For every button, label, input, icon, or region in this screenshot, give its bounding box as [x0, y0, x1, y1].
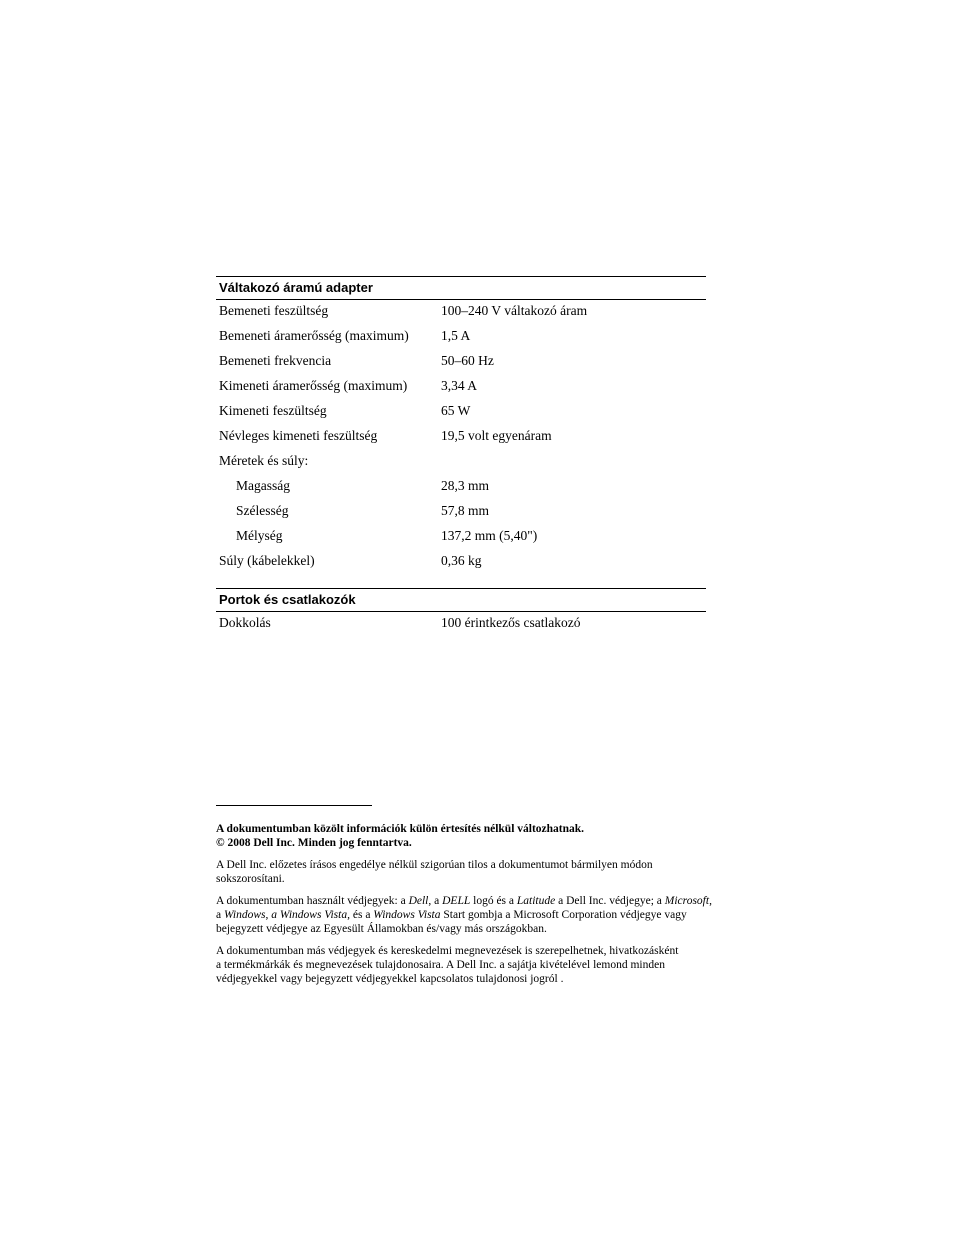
spec-row: [216, 325, 706, 350]
spec-value: [441, 450, 706, 475]
ports-spec-table: [216, 588, 706, 637]
notice-bold: [216, 822, 736, 850]
spec-row: [216, 350, 706, 375]
trademark: Microsoft: [664, 895, 710, 907]
spec-value: 19,5 volt egyenáram: [441, 428, 552, 443]
spec-label: Szélesség: [236, 503, 289, 518]
spec-value: 3,34 A: [441, 378, 478, 393]
footnote-divider: [216, 805, 372, 806]
spec-label: Magasság: [236, 478, 290, 493]
text: a Dell Inc. védjegye; a: [555, 895, 665, 907]
trademark: a Windows Vista,: [271, 909, 350, 921]
text: a: [216, 909, 224, 921]
trademark: Windows: [223, 909, 266, 921]
text: logó és a: [470, 895, 517, 907]
text: ,: [265, 909, 272, 921]
notice-text-line: a termékmárkák és megnevezések tulajdonosaira. A Dell Inc. a sajátja kivételével lemond minden: [216, 959, 665, 971]
spec-label: Súly (kábelekkel): [219, 553, 315, 568]
trademark: DELL: [442, 895, 471, 907]
text: és a: [349, 909, 374, 921]
spec-row: [216, 612, 706, 637]
spec-value: 57,8 mm: [441, 503, 490, 518]
trademark: Windows Vista: [373, 909, 441, 921]
spec-value: 100 érintkezős csatlakozó: [441, 615, 581, 630]
other-trademarks-notice: [216, 944, 736, 986]
spec-label: Kimeneti áramerősség (maximum): [219, 378, 408, 393]
spec-value: 100–240 V váltakozó áram: [441, 303, 588, 318]
spec-row: [216, 450, 706, 475]
notice-text-line: bejegyzett védjegye az Egyesült Államokban és/vagy más országokban.: [216, 923, 547, 935]
notice-text-line: A Dell Inc. előzetes írásos engedélye nélkül szigorúan tilos a dokumentumot bármilyen módon: [216, 859, 653, 871]
notice-text-line: A dokumentumban más védjegyek és kereskedelmi megnevezések is szerepelhetnek, hivatkozásként: [216, 945, 679, 957]
text: Start gombja a Microsoft Corporation védjegye vagy: [440, 909, 687, 921]
spec-label: Bemeneti feszültség: [219, 303, 329, 318]
notice-text-line: [216, 894, 736, 908]
spec-value: 1,5 A: [441, 328, 471, 343]
notice-text-line: védjegyekkel vagy bejegyzett védjegyekkel kapcsolatos tulajdonosi jogról .: [216, 973, 564, 985]
spec-row: [216, 300, 706, 325]
notice-line: A dokumentumban közölt információk külön értesítés nélkül változhatnak.: [216, 823, 585, 835]
notice-text-line: sokszorosítani.: [216, 873, 285, 885]
reproduction-notice: [216, 858, 736, 886]
spec-label: Méretek és súly:: [219, 453, 309, 468]
trademark: Dell: [408, 895, 429, 907]
text: ,: [709, 895, 712, 907]
spec-value: 0,36 kg: [441, 553, 482, 568]
spec-label: Kimeneti feszültség: [219, 403, 327, 418]
copyright-line: © 2008 Dell Inc. Minden jog fenntartva.: [216, 837, 412, 849]
spec-label: Bemeneti frekvencia: [219, 353, 332, 368]
notice-text-line: [216, 908, 736, 922]
trademark: Latitude: [516, 895, 556, 907]
trademark-notice: [216, 894, 736, 936]
spec-label: Névleges kimeneti feszültség: [219, 428, 378, 443]
spec-row: [216, 500, 706, 525]
adapter-spec-table: [216, 276, 706, 575]
adapter-section-title: Váltakozó áramú adapter: [216, 276, 706, 300]
spec-value: 28,3 mm: [441, 478, 490, 493]
spec-label: Bemeneti áramerősség (maximum): [219, 328, 409, 343]
spec-value: 50–60 Hz: [441, 353, 494, 368]
spec-label: Dokkolás: [219, 615, 271, 630]
spec-row: [216, 525, 706, 550]
spec-value: 65 W: [441, 403, 471, 418]
spec-label: Mélység: [236, 528, 283, 543]
text: A dokumentumban használt védjegyek: a: [216, 895, 409, 907]
spec-row: [216, 425, 706, 450]
spec-row: [216, 375, 706, 400]
ports-section-title: Portok és csatlakozók: [216, 588, 706, 612]
spec-row: [216, 400, 706, 425]
legal-notes: [216, 822, 736, 994]
spec-value: 137,2 mm (5,40"): [441, 528, 538, 543]
spec-row: [216, 475, 706, 500]
text: , a: [428, 895, 443, 907]
spec-row: [216, 550, 706, 575]
